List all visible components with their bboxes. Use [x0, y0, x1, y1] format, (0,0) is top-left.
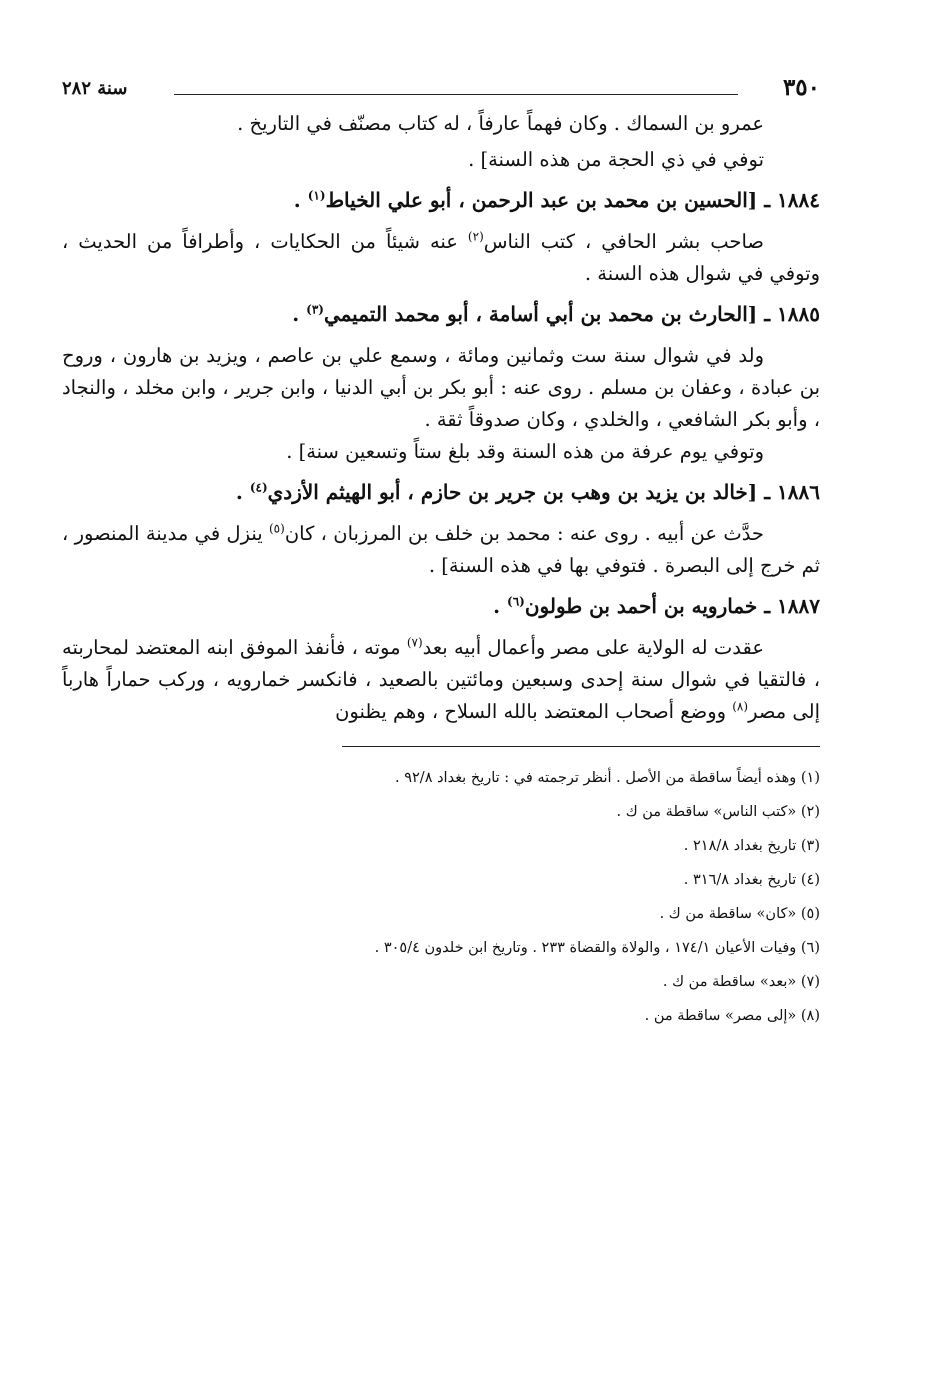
entry-1886-heading — [62, 476, 820, 508]
paragraph-2: توفي في ذي الحجة من هذه السنة] . — [468, 148, 764, 171]
entry-1886-text-a: حدَّث عن أبيه . روى عنه : محمد بن خلف بن المرزبان ، كان — [284, 522, 764, 545]
entry-1885-heading — [62, 298, 820, 330]
book-page — [62, 60, 820, 1033]
footnote-ref-7: (٧) — [406, 635, 423, 650]
header-rule — [174, 94, 738, 95]
entry-1884-text-b: عنه شيئاً من الحكايات ، وأطرافاً من الحديث ، وتوفي في شوال هذه السنة . — [62, 230, 820, 285]
entry-1886-text — [62, 518, 820, 582]
page-header — [62, 60, 820, 108]
entry-1887-text-b: موته ، فأنفذ الموفق ابنه المعتضد لمحاربته ، فالتقيا في شوال سنة إحدى وسبعين ومائتين بالصعيد ، فانكسر خمارويه ، وركب حماراً هارباً إلى مصر — [62, 636, 820, 723]
entry-1887-heading — [62, 590, 820, 622]
entry-1886-end: . — [235, 480, 250, 504]
entry-1884-text-a: صاحب بشر الحافي ، كتب الناس — [483, 230, 764, 253]
footnotes — [62, 761, 820, 1033]
footnote-1: (١) وهذه أيضاً ساقطة من الأصل . أنظر ترجمته في : تاريخ بغداد ٩٢/٨ . — [395, 770, 820, 786]
footnote-ref-2: (٢) — [467, 229, 484, 244]
entry-1884-end: . — [293, 188, 308, 212]
footnote-ref-4: (٤) — [249, 480, 268, 495]
entry-1887-text — [62, 632, 820, 728]
entry-1885-end: . — [292, 302, 307, 326]
entry-1884-heading — [62, 184, 820, 216]
footnote-4: (٤) تاريخ بغداد ٣١٦/٨ . — [683, 872, 820, 888]
entry-1884-title: ١٨٨٤ ـ [الحسين بن محمد بن عبد الرحمن ، أبو علي الخياط — [325, 188, 820, 212]
entry-1885-text-2: وتوفي يوم عرفة من هذه السنة وقد بلغ ستاً وتسعين سنة] . — [286, 440, 764, 463]
page-number: ٣٥٠ — [782, 74, 820, 101]
footnote-ref-6: (٦) — [507, 594, 525, 609]
footnote-ref-3: (٣) — [306, 302, 324, 317]
footnote-5: (٥) «كان» ساقطة من ك . — [659, 906, 820, 922]
footnote-6: (٦) وفيات الأعيان ١٧٤/١ ، والولاة والقضاة ٢٣٣ . وتاريخ ابن خلدون ٣٠٥/٤ . — [374, 940, 820, 956]
footnote-separator — [342, 746, 820, 747]
entry-1884-text — [62, 226, 820, 290]
entry-1885-text: ولد في شوال سنة ست وثمانين ومائة ، وسمع علي بن عاصم ، ويزيد بن هارون ، وروح بن عبادة ، وعفان بن مسلم . روى عنه : أبو بكر بن أبي الدنيا ، وابن جرير ، وابن مخلد ، والنجاد ، وأبو بكر الشافعي ، والخلدي ، وكان صدوقاً ثقة . — [62, 344, 820, 431]
running-head-year: سنة ٢٨٢ — [62, 78, 128, 99]
entry-1886-title: ١٨٨٦ ـ [خالد بن يزيد بن وهب بن جرير بن حازم ، أبو الهيثم الأزدي — [267, 480, 820, 504]
footnote-8: (٨) «إلى مصر» ساقطة من . — [644, 1008, 820, 1024]
footnote-3: (٣) تاريخ بغداد ٢١٨/٨ . — [683, 838, 820, 854]
footnote-ref-1: (١) — [307, 188, 326, 203]
entry-1887-text-a: عقدت له الولاية على مصر وأعمال أبيه بعد — [422, 636, 764, 659]
entry-1886-text-b: ينزل في مدينة المنصور ، ثم خرج إلى البصرة . فتوفي بها في هذه السنة] . — [62, 522, 820, 577]
footnote-ref-8: (٨) — [732, 699, 749, 714]
footnote-7: (٧) «بعد» ساقطة من ك . — [662, 974, 820, 990]
entry-1887-title: ١٨٨٧ ـ خمارويه بن أحمد بن طولون — [524, 594, 820, 618]
paragraph-1: عمرو بن السماك . وكان فهماً عارفاً ، له كتاب مصنّف في التاريخ . — [237, 112, 764, 135]
footnote-2: (٢) «كتب الناس» ساقطة من ك . — [616, 804, 820, 820]
footnote-ref-5: (٥) — [268, 521, 285, 536]
entry-1887-text-c: ووضع أصحاب المعتضد بالله السلاح ، وهم يظنون — [335, 700, 733, 723]
entry-1885-title: ١٨٨٥ ـ [الحارث بن محمد بن أبي أسامة ، أبو محمد التميمي — [323, 302, 820, 326]
entry-1887-end: . — [493, 594, 508, 618]
